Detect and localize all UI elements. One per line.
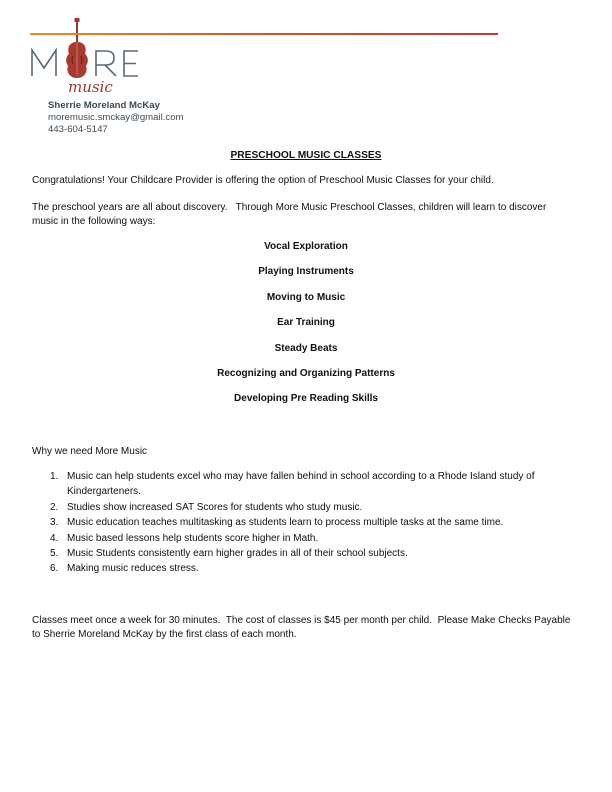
discovery-line-1: The preschool years are all about discovery. Through More Music Preschool Classes, children will learn to discover <box>32 202 547 213</box>
contact-phone: 443-604-5147 <box>48 124 108 136</box>
list-text: Music education teaches multitasking as students learn to process multiple tasks at the same time. <box>67 517 504 529</box>
closing-line-2: to Sherrie Moreland McKay by the first class of each month. <box>32 628 297 640</box>
discovery-paragraph <box>32 201 580 228</box>
reasons-list <box>32 469 580 577</box>
contact-block <box>48 100 184 137</box>
list-number: 2. <box>50 501 59 513</box>
skill-item: Developing Pre Reading Skills <box>234 393 378 405</box>
logo <box>30 18 150 98</box>
page-title: PRESCHOOL MUSIC CLASSES <box>230 150 382 161</box>
list-number: 3. <box>50 517 59 529</box>
list-item <box>32 500 580 515</box>
list-text: Music based lessons help students score higher in Math. <box>67 532 319 544</box>
intro-paragraph: Congratulations! Your Childcare Provider is offering the option of Preschool Music Classes for your child. <box>32 175 494 186</box>
skill-item: Recognizing and Organizing Patterns <box>217 367 395 379</box>
list-number: 4. <box>50 532 59 544</box>
list-item <box>32 531 580 546</box>
skill-item: Moving to Music <box>266 291 346 303</box>
list-text: Studies show increased SAT Scores for students who study music. <box>67 501 363 513</box>
closing-line-1: Classes meet once a week for 30 minutes. The cost of classes is $45 per month per child. Please Make Checks Payable <box>32 615 571 626</box>
list-number: 1. <box>50 471 59 482</box>
list-text: Music Students consistently earn higher grades in all of their school subjects. <box>67 548 408 560</box>
skill-item: Vocal Exploration <box>264 241 348 252</box>
contact-email: moremusic.smckay@gmail.com <box>48 112 184 124</box>
header-rule <box>30 33 498 35</box>
list-text-continued: Kindergarteners. <box>67 486 141 498</box>
list-item <box>32 469 580 500</box>
discovery-line-2: music in the following ways: <box>32 215 156 227</box>
list-text: Making music reduces stress. <box>67 563 199 575</box>
closing-paragraph <box>32 614 580 641</box>
skill-item: Playing Instruments <box>258 266 354 278</box>
list-item <box>32 561 580 576</box>
list-number: 5. <box>50 548 59 560</box>
logo-word-more <box>30 50 31 51</box>
skills-list <box>0 240 612 418</box>
skill-item: Ear Training <box>277 317 335 329</box>
list-item <box>32 515 580 530</box>
list-item <box>32 546 580 561</box>
list-text: Music can help students excel who may have fallen behind in school according to a Rhode Island study of <box>67 471 535 482</box>
list-number: 6. <box>50 563 59 575</box>
violin-icon <box>66 18 88 78</box>
skill-item: Steady Beats <box>274 342 338 354</box>
contact-name: Sherrie Moreland McKay <box>48 100 160 111</box>
logo-word-music: music <box>68 78 113 96</box>
why-heading: Why we need More Music <box>32 446 148 457</box>
